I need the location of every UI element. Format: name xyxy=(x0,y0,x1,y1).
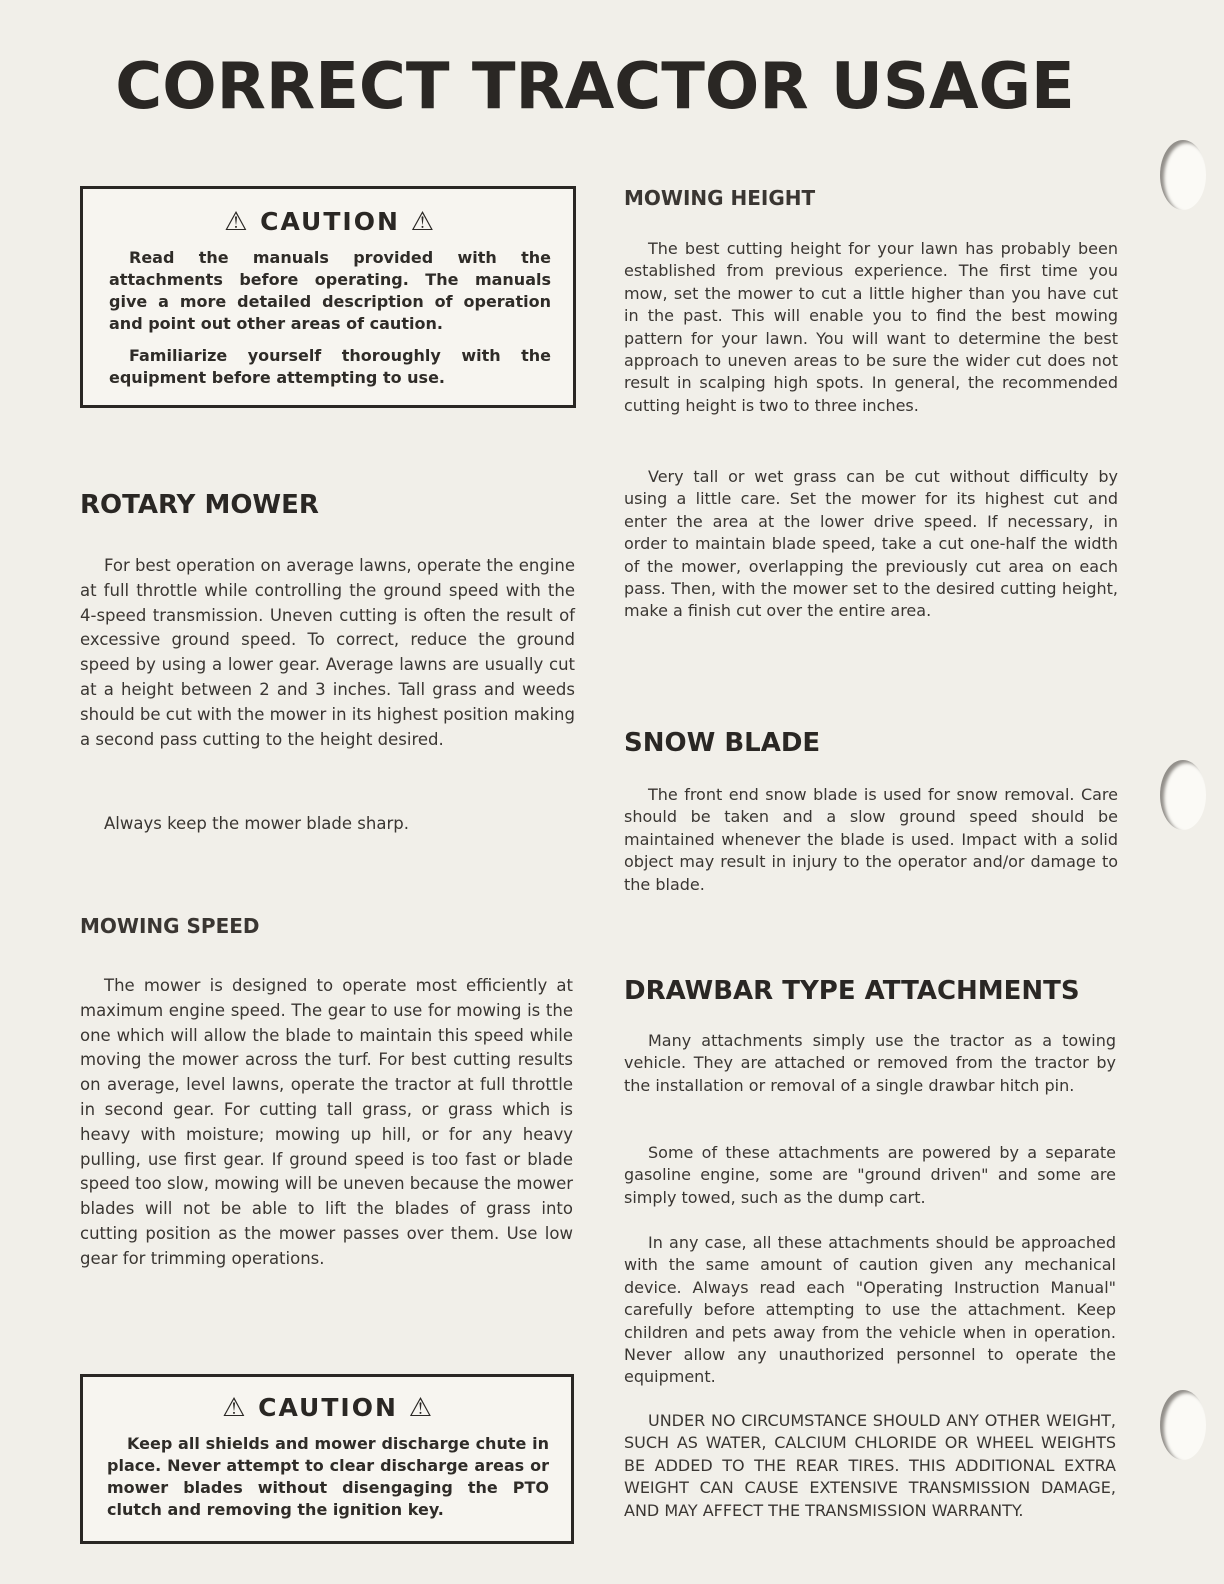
caution-box-bottom xyxy=(80,1374,574,1544)
warning-triangle-icon: ⚠ xyxy=(410,207,436,237)
caution-paragraph: Read the manuals provided with the attachments before operating. The manuals give a more detailed description of operation and point out other areas of caution. xyxy=(109,248,551,333)
page-title: CORRECT TRACTOR USAGE xyxy=(115,50,1075,124)
punch-hole xyxy=(1160,1390,1206,1460)
mowing-height-paragraph: The best cutting height for your lawn has probably been established from previous experience. The first time you mow, set the mower to cut a little higher than you have cut in the past. This will enable you to find the best mowing pattern for your lawn. You will want to determine the best approach to uneven areas to be sure the wider cut does not result in scalping high spots. In general, the recommended cutting height is two to three inches. xyxy=(624,239,1118,415)
section-heading-rotary-mower: ROTARY MOWER xyxy=(80,490,319,520)
caution-box-top xyxy=(80,186,576,408)
rotary-mower-paragraph: Always keep the mower blade sharp. xyxy=(104,814,409,833)
section-heading-snow-blade: SNOW BLADE xyxy=(624,728,821,758)
section-heading-mowing-height: MOWING HEIGHT xyxy=(624,186,816,210)
drawbar-warning-paragraph: UNDER NO CIRCUMSTANCE SHOULD ANY OTHER WEIGHT, SUCH AS WATER, CALCIUM CHLORIDE OR WHEEL WEIGHTS BE ADDED TO THE REAR TIRES. THIS ADDITIONAL EXTRA WEIGHT CAN CAUSE EXTENSIVE TRANSMISSION DAMAGE, AND MAY AFFECT THE TRANSMISSION WARRANTY. xyxy=(624,1411,1116,1520)
caution-label: CAUTION xyxy=(260,207,400,236)
snow-blade-paragraph: The front end snow blade is used for snow removal. Care should be taken and a slow ground speed should be maintained whenever the blade is used. Impact with a solid object may result in injury to the operator and/or damage to the blade. xyxy=(624,785,1118,894)
caution-paragraph: Familiarize yourself thoroughly with the equipment before attempting to use. xyxy=(109,346,551,387)
mowing-speed-paragraph: The mower is designed to operate most efficiently at maximum engine speed. The gear to use for mowing is the one which will allow the blade to maintain this speed while moving the mower across the turf. For best cutting results on average, level lawns, operate the tractor at full throttle in second gear. For cutting tall grass, or grass which is heavy with moisture; mowing up hill, or for any heavy pulling, use first gear. If ground speed is too fast or blade speed too slow, mowing will be uneven because the mower blades will not be able to lift the blades of grass into cutting position as the mower passes over them. Use low gear for trimming operations. xyxy=(80,976,573,1268)
drawbar-paragraph: Some of these attachments are powered by a separate gasoline engine, some are "ground driven" and some are simply towed, such as the dump cart. xyxy=(624,1143,1116,1207)
punch-hole xyxy=(1160,140,1206,210)
caution-heading xyxy=(107,1393,549,1423)
drawbar-paragraph: Many attachments simply use the tractor as a towing vehicle. They are attached or removed from the tractor by the installation or removal of a single drawbar hitch pin. xyxy=(624,1031,1116,1095)
caution-label: CAUTION xyxy=(258,1393,398,1422)
warning-triangle-icon: ⚠ xyxy=(222,1393,248,1423)
caution-heading xyxy=(109,207,551,237)
section-heading-drawbar: DRAWBAR TYPE ATTACHMENTS xyxy=(624,976,1080,1006)
punch-hole xyxy=(1160,760,1206,830)
mowing-height-paragraph: Very tall or wet grass can be cut without difficulty by using a little care. Set the mower for its highest cut and enter the area at the lower drive speed. If necessary, in order to maintain blade speed, take a cut one-half the width of the mower, overlapping the previously cut area on each pass. Then, with the mower set to the desired cutting height, make a finish cut over the entire area. xyxy=(624,467,1118,621)
caution-paragraph: Keep all shields and mower discharge chute in place. Never attempt to clear discharge areas or mower blades without disengaging the PTO clutch and removing the ignition key. xyxy=(107,1434,549,1519)
warning-triangle-icon: ⚠ xyxy=(408,1393,434,1423)
section-heading-mowing-speed: MOWING SPEED xyxy=(80,914,260,938)
warning-triangle-icon: ⚠ xyxy=(224,207,250,237)
rotary-mower-paragraph: For best operation on average lawns, operate the engine at full throttle while controlling the ground speed with the 4-speed transmission. Uneven cutting is often the result of excessive ground speed. To correct, reduce the ground speed by using a lower gear. Average lawns are usually cut at a height between 2 and 3 inches. Tall grass and weeds should be cut with the mower in its highest position making a second pass cutting to the height desired. xyxy=(80,556,575,749)
drawbar-paragraph: In any case, all these attachments should be approached with the same amount of caution given any mechanical device. Always read each "Operating Instruction Manual" carefully before attempting to use the attachment. Keep children and pets away from the vehicle when in operation. Never allow any unauthorized personnel to operate the equipment. xyxy=(624,1233,1116,1387)
